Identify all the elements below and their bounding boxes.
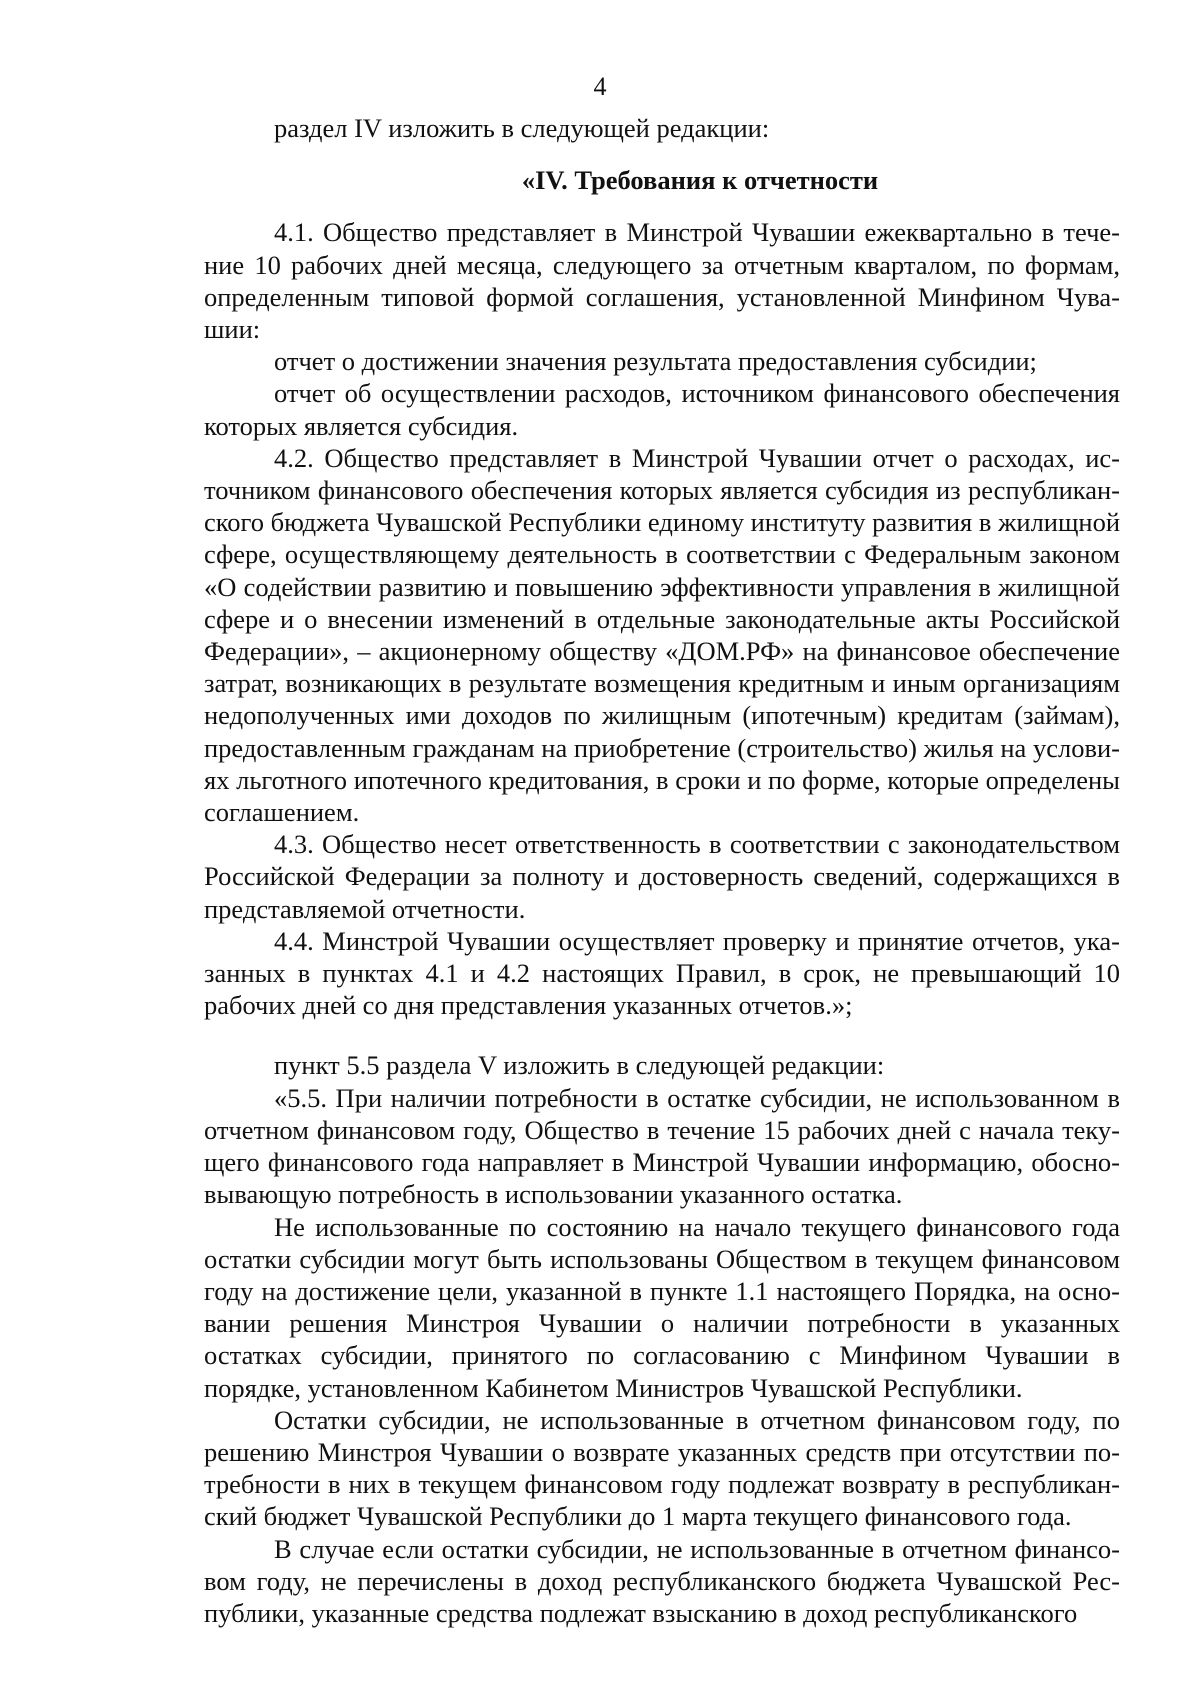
list-item-report-expenses: отчет об осуществлении расходов, источником финансового обеспечения которых является субсидия. [204,378,1120,441]
section-heading: «IV. Требования к отчетности [521,165,879,196]
paragraph-4-1: 4.1. Общество представляет в Минстрой Чувашии ежеквартально в течение 10 рабочих дней месяца, следующего за отчетным кварталом, по формам, определенным типовой формой соглашения, установленной Минфином Чувашии: [204,217,1120,345]
amendment-intro-section-4: раздел IV изложить в следующей редакции: [274,113,770,143]
page-number: 4 [593,72,607,101]
paragraph-unused-balances: Не использованные по состоянию на начало текущего финансового года остатки субсидии могут быть использованы Обществом в текущем финансовом году на достижение цели, указанной в пункте 1.1 настоящего Порядка, на основании решения Минстроя Чувашии о наличии потребности в указанных остатках субсидии, принятого по согласованию с Минфином Чувашии в порядке, установленном Кабинетом Министров Чувашской Республики. [204,1211,1120,1403]
paragraph-4-3: 4.3. Общество несет ответственность в соответствии с законодательством Российской Федерации за полноту и достоверность сведений, содержащихся в представляемой отчетности. [204,829,1120,924]
paragraph-balance-return: Остатки субсидии, не использованные в отчетном финансовом году, по решению Минстроя Чувашии о возврате указанных средств при отсутствии потребности в них в текущем финансовом году подлежат возврату в республиканский бюджет Чувашской Республики до 1 марта текущего финансового года. [204,1404,1120,1532]
list-item-report-result: отчет о достижении значения результата предоставления субсидии; [274,346,1037,377]
paragraph-4-2: 4.2. Общество представляет в Минстрой Чувашии отчет о расходах, источником финансового обеспечения которых является субсидия из республиканского бюджета Чувашской Республики единому институту развития в жилищной сфере, осуществляющему деятельность в соответствии с Федеральным законом «О содействии развитию и повышению эффективности управления в жилищной сфере и о внесении изменений в отдельные законодательные акты Российской Федерации», – акционерному обществу «ДОМ.РФ» на финансовое обеспечение затрат, возникающих в результате возмещения кредитным и иным организациям недополученных ими доходов по жилищным (ипотечным) кредитам (займам), предоставленным гражданам на приобретение (строительство) жилья на условиях льготного ипотечного кредитования, в сроки и по форме, которые определены соглашением. [204,442,1120,828]
paragraph-gap [204,1021,1120,1049]
paragraph-4-4: 4.4. Минстрой Чувашии осуществляет проверку и принятие отчетов, указанных в пунктах 4.1 и 4.2 настоящих Правил, в срок, не превышающий 10 рабочих дней со дня представления указанных отчетов.»; [204,925,1120,1021]
amendment-intro-point-5-5: пункт 5.5 раздела V изложить в следующей редакции: [274,1050,885,1081]
paragraph-balance-recovery: В случае если остатки субсидии, не использованные в отчетном финансовом году, не перечислены в доход республиканского бюджета Чувашской Республики, указанные средства подлежат взысканию в доход республиканского [204,1533,1120,1628]
document-body [204,112,1120,1629]
paragraph-5-5: «5.5. При наличии потребности в остатке субсидии, не использованном в отчетном финансовом году, Общество в течение 15 рабочих дней с начала текущего финансового года направляет в Минстрой Чувашии информацию, обосновывающую потребность в использовании указанного остатка. [204,1082,1120,1210]
